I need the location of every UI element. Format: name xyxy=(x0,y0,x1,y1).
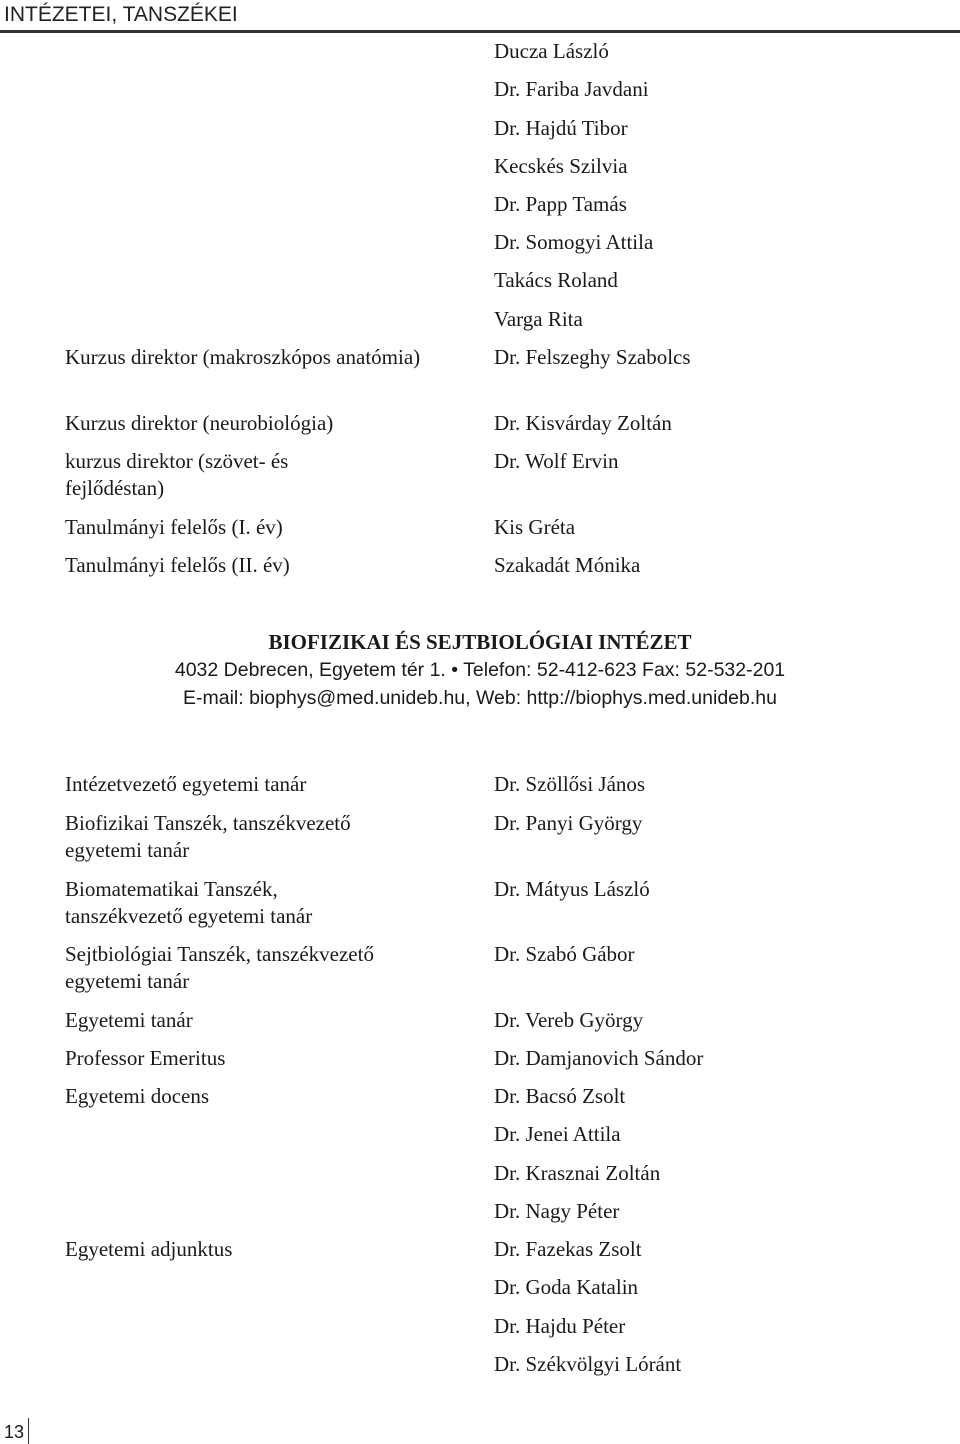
role-label: Tanulmányi felelős (I. év) xyxy=(65,515,283,539)
role-label: Egyetemi tanár xyxy=(65,1008,193,1032)
staff-name: Dr. Goda Katalin xyxy=(494,1275,639,1299)
role-label: Intézetvezető egyetemi tanár xyxy=(65,772,307,796)
role-label: Sejtbiológiai Tanszék, tanszékvezető egyetemi tanár xyxy=(65,942,374,993)
staff-name: Dr. Mátyus László xyxy=(494,877,650,901)
role-label: Professor Emeritus xyxy=(65,1046,226,1070)
running-head-title: INTÉZETEI, TANSZÉKEI xyxy=(4,3,238,26)
institute-address: 4032 Debrecen, Egyetem tér 1. • Telefon: 52-412-623 Fax: 52-532-201 xyxy=(174,659,786,681)
staff-name: Dr. Hajdu Péter xyxy=(494,1314,626,1338)
staff-name: Dr. Krasznai Zoltán xyxy=(494,1161,661,1185)
role-label: Kurzus direktor (makroszkópos anatómia) xyxy=(65,345,421,369)
role-label: Tanulmányi felelős (II. év) xyxy=(65,553,290,577)
staff-name: Ducza László xyxy=(494,39,609,63)
role-label: Biomatematikai Tanszék, tanszékvezető egyetemi tanár xyxy=(65,877,313,928)
staff-name: Takács Roland xyxy=(494,268,618,292)
staff-name: Kis Gréta xyxy=(494,515,576,539)
staff-name: Dr. Jenei Attila xyxy=(494,1122,621,1146)
staff-name: Dr. Szöllősi János xyxy=(494,772,646,796)
role-label: Kurzus direktor (neurobiológia) xyxy=(65,411,334,435)
role-label: kurzus direktor (szövet- és fejlődéstan) xyxy=(65,449,289,500)
role-label: Biofizikai Tanszék, tanszékvezető egyetemi tanár xyxy=(65,811,351,862)
staff-name: Dr. Felszeghy Szabolcs xyxy=(494,345,691,369)
role-label: Egyetemi docens xyxy=(65,1084,210,1108)
staff-name: Dr. Somogyi Attila xyxy=(494,230,654,254)
role-label: Egyetemi adjunktus xyxy=(65,1237,233,1261)
staff-name: Varga Rita xyxy=(494,307,583,331)
staff-name: Dr. Bacsó Zsolt xyxy=(494,1084,626,1108)
staff-name: Dr. Damjanovich Sándor xyxy=(494,1046,704,1070)
staff-name: Dr. Hajdú Tibor xyxy=(494,116,628,140)
staff-name: Dr. Nagy Péter xyxy=(494,1199,620,1223)
staff-name: Dr. Fazekas Zsolt xyxy=(494,1237,642,1261)
institute-contact: E-mail: biophys@med.unideb.hu, Web: http://biophys.med.unideb.hu xyxy=(183,687,777,709)
institute-block xyxy=(0,628,960,712)
staff-name: Dr. Szabó Gábor xyxy=(494,942,635,966)
header-rule xyxy=(0,30,960,33)
staff-name: Dr. Kisvárday Zoltán xyxy=(494,411,672,435)
staff-name: Dr. Fariba Javdani xyxy=(494,77,649,101)
staff-name: Kecskés Szilvia xyxy=(494,154,628,178)
staff-name: Dr. Papp Tamás xyxy=(494,192,627,216)
page-number-rule xyxy=(28,1418,29,1444)
institute-name: BIOFIZIKAI ÉS SEJTBIOLÓGIAI INTÉZET xyxy=(268,630,692,654)
staff-name: Dr. Wolf Ervin xyxy=(494,449,619,473)
page-number: 13 xyxy=(4,1422,25,1442)
staff-name: Dr. Vereb György xyxy=(494,1008,644,1032)
staff-name: Dr. Panyi György xyxy=(494,811,643,835)
staff-name: Dr. Székvölgyi Lóránt xyxy=(494,1352,682,1376)
staff-name: Szakadát Mónika xyxy=(494,553,641,577)
